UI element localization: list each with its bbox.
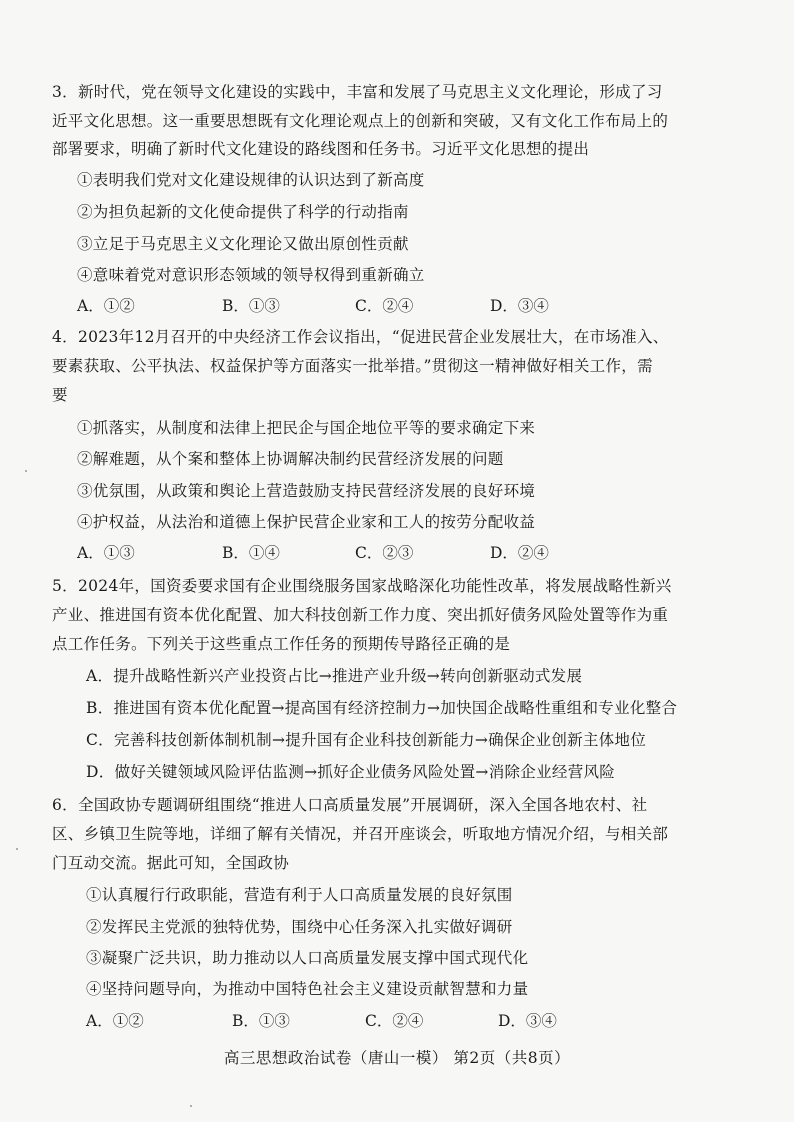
q6-statement-1: ①认真履行行政职能，营造有利于人口高质量发展的良好氛围 bbox=[86, 886, 513, 904]
q3-stem-line-1: 3．新时代，党在领导文化建设的实践中，丰富和发展了马克思主义文化理论，形成了习 bbox=[52, 83, 663, 101]
q4-option-c: C．②③ bbox=[355, 544, 414, 562]
q6-option-d: D．③④ bbox=[498, 1012, 557, 1030]
q4-stem-line-2: 要素获取、公平执法、权益保护等方面落实一批举措。”贯彻这一精神做好相关工作，需 bbox=[52, 357, 653, 375]
q6-option-a: A．①② bbox=[86, 1012, 144, 1030]
q6-option-b: B．①③ bbox=[232, 1012, 290, 1030]
q6-statement-3: ③凝聚广泛共识，助力推动以人口高质量发展支撑中国式现代化 bbox=[86, 949, 529, 967]
q3-statement-4: ④意味着党对意识形态领域的领导权得到重新确立 bbox=[77, 266, 425, 284]
q4-option-b: B．①④ bbox=[222, 544, 280, 562]
q4-option-d: D．②④ bbox=[490, 544, 549, 562]
q3-statement-2: ②为担负起新的文化使命提供了科学的行动指南 bbox=[77, 203, 409, 221]
q4-statement-2: ②解难题，从个案和整体上协调解决制约民营经济发展的问题 bbox=[77, 450, 504, 468]
q4-stem-line-1: 4．2023年12月召开的中央经济工作会议指出，“促进民营企业发展壮大，在市场准入、 bbox=[52, 328, 669, 346]
q6-stem-line-1: 6．全国政协专题调研组围绕“推进人口高质量发展”开展调研，深入全国各地农村、社 bbox=[52, 796, 648, 814]
q6-option-c: C．②④ bbox=[365, 1012, 424, 1030]
q3-stem-line-2: 近平文化思想。这一重要思想既有文化理论观点上的创新和突破，又有文化工作布局上的 bbox=[52, 112, 669, 130]
q5-option-c: C．完善科技创新体制机制→提升国有企业科技创新能力→确保企业创新主体地位 bbox=[86, 731, 647, 749]
q4-statement-1: ①抓落实，从制度和法律上把民企与国企地位平等的要求确定下来 bbox=[77, 419, 536, 437]
scan-speck bbox=[190, 1105, 192, 1107]
page-footer: 高三思想政治试卷（唐山一模） 第2页（共8页） bbox=[223, 1049, 571, 1067]
q4-options bbox=[0, 543, 794, 565]
scan-speck bbox=[16, 848, 18, 850]
scan-speck bbox=[25, 470, 27, 472]
q6-stem-line-3: 门互动交流。据此可知，全国政协 bbox=[52, 854, 290, 872]
q5-option-b: B．推进国有资本优化配置→提高国有经济控制力→加快国企战略性重组和专业化整合 bbox=[86, 699, 678, 717]
q5-option-a: A．提升战略性新兴产业投资占比→推进产业升级→转向创新驱动式发展 bbox=[86, 667, 583, 685]
q5-option-d: D．做好关键领域风险评估监测→抓好企业债务风险处置→消除企业经营风险 bbox=[86, 763, 616, 781]
q6-statement-4: ④坚持问题导向，为推动中国特色社会主义建设贡献智慧和力量 bbox=[86, 980, 529, 998]
q5-stem-line-3: 点工作任务。下列关于这些重点工作任务的预期传导路径正确的是 bbox=[52, 635, 511, 653]
q6-options bbox=[0, 1011, 794, 1033]
q5-stem-line-2: 产业、推进国有资本优化配置、加大科技创新工作力度、突出抓好债务风险处置等作为重 bbox=[52, 606, 669, 624]
q4-statement-3: ③优氛围，从政策和舆论上营造鼓励支持民营经济发展的良好环境 bbox=[77, 482, 536, 500]
q4-stem-line-3: 要 bbox=[52, 386, 68, 404]
q6-stem-line-2: 区、乡镇卫生院等地，详细了解有关情况，并召开座谈会，听取地方情况介绍，与相关部 bbox=[52, 825, 669, 843]
q4-statement-4: ④护权益，从法治和道德上保护民营企业家和工人的按劳分配收益 bbox=[77, 513, 536, 531]
q3-stem-line-3: 部署要求，明确了新时代文化建设的路线图和任务书。习近平文化思想的提出 bbox=[52, 140, 590, 158]
q3-options bbox=[0, 296, 794, 318]
q3-option-d: D．③④ bbox=[490, 297, 549, 315]
q4-option-a: A．①③ bbox=[77, 544, 135, 562]
q3-statement-3: ③立足于马克思主义文化理论又做出原创性贡献 bbox=[77, 235, 409, 253]
q3-option-a: A．①② bbox=[77, 297, 135, 315]
q3-statement-1: ①表明我们党对文化建设规律的认识达到了新高度 bbox=[77, 171, 425, 189]
q3-option-c: C．②④ bbox=[355, 297, 414, 315]
q5-stem-line-1: 5．2024年，国资委要求国有企业围绕服务国家战略深化功能性改革，将发展战略性新兴 bbox=[52, 577, 672, 595]
q3-option-b: B．①③ bbox=[222, 297, 280, 315]
q6-statement-2: ②发挥民主党派的独特优势，围绕中心任务深入扎实做好调研 bbox=[86, 918, 513, 936]
